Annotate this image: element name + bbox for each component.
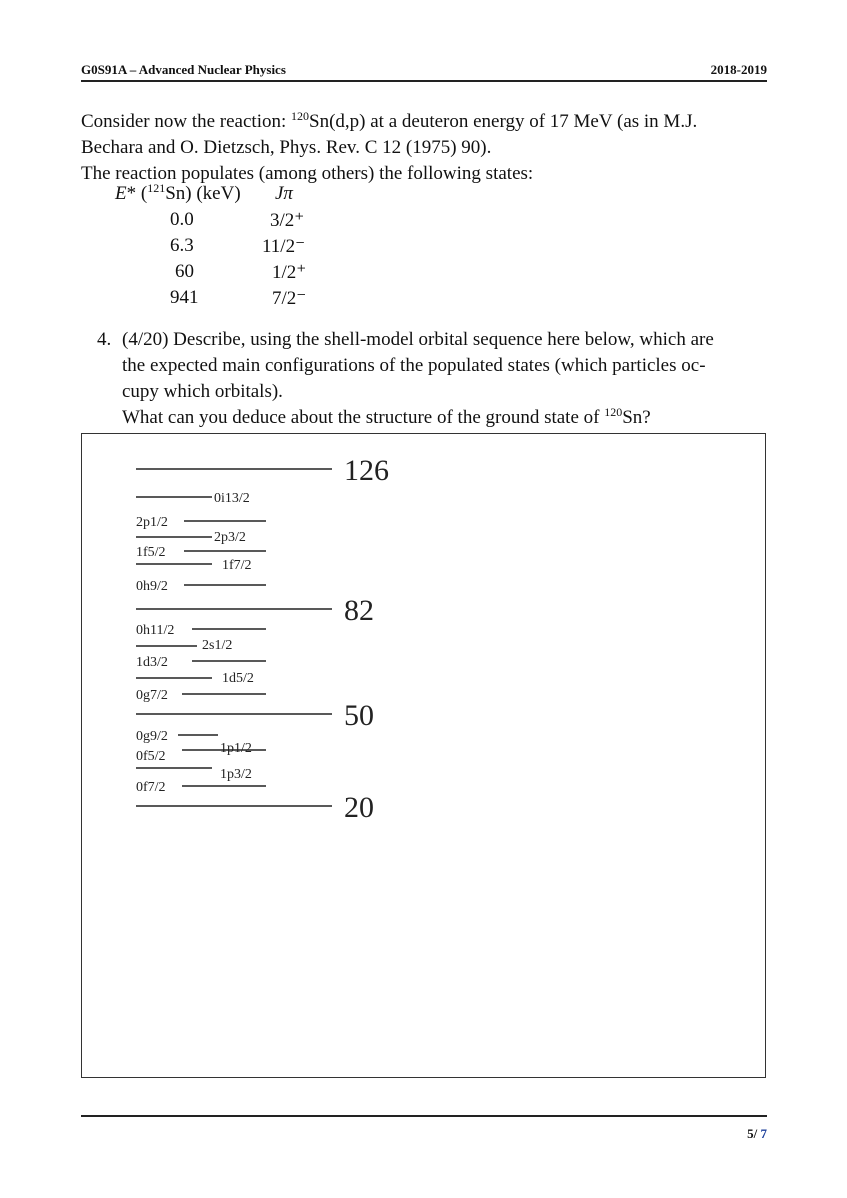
energy-column-header: E* ($^{121}$Sn) (keV) [115,181,241,204]
state-energy: 0.0 [170,209,194,230]
intro-paragraph [81,109,771,187]
question-line-2: the expected main configurations of the populated states (which particles oc- [122,355,706,376]
state-jpi: 7/2⁻ [272,288,307,309]
state-jpi: 1/2⁺ [272,262,307,283]
question-number: 4. [97,329,112,350]
state-jpi: 11/2⁻ [262,236,306,257]
header-rule [81,80,767,82]
academic-year: 2018-2019 [710,62,767,77]
magic-number: 82 [344,594,374,627]
state-energy: 6.3 [170,235,194,256]
orbital-label: 1d3/2 [136,655,168,670]
orbital-label: 0g7/2 [136,688,168,703]
intro-line-1: Consider now the reaction: $^{120}$Sn(d,p) at a deuteron energy of 17 MeV (as in M.J. [81,109,698,132]
orbital-label: 1p3/2 [220,767,252,782]
state-energy: 941 [170,287,199,308]
orbital-label: 0f5/2 [136,749,166,764]
orbital-label: 0f7/2 [136,780,166,795]
question-line-4: What can you deduce about the structure of the ground state of $^{120}$Sn? [122,405,651,428]
orbital-label: 1d5/2 [222,671,254,686]
state-energy: 60 [175,261,194,282]
magic-number: 50 [344,699,374,732]
question-text [122,327,770,431]
intro-line-2: Bechara and O. Dietzsch, Phys. Rev. C 12 (1975) 90). [81,137,492,158]
question-line-1: (4/20) Describe, using the shell-model orbital sequence here below, which are [122,329,714,350]
footer-rule [81,1115,767,1117]
orbital-label: 2p3/2 [214,530,246,545]
page-number: 5/ 7 [747,1126,767,1141]
magic-number: 20 [344,791,374,824]
orbital-label: 0i13/2 [214,491,250,506]
jpi-column-header: Jπ [275,183,293,204]
orbital-label: 0h9/2 [136,579,168,594]
orbital-label: 1f5/2 [136,545,166,560]
orbital-label: 0h11/2 [136,623,175,638]
state-jpi: 3/2⁺ [270,210,305,231]
orbital-label: 2p1/2 [136,515,168,530]
course-title: G0S91A – Advanced Nuclear Physics [81,62,286,77]
intro-line-3: The reaction populates (among others) the following states: [81,163,534,184]
orbital-label: 1f7/2 [222,558,252,573]
orbital-label: 2s1/2 [202,638,233,653]
question-line-3: cupy which orbitals). [122,381,283,402]
figure-box [81,433,766,1078]
magic-number: 126 [344,454,389,487]
orbital-label: 0g9/2 [136,729,168,744]
orbital-label: 1p1/2 [220,741,252,756]
shell-model-diagram [82,434,765,1077]
